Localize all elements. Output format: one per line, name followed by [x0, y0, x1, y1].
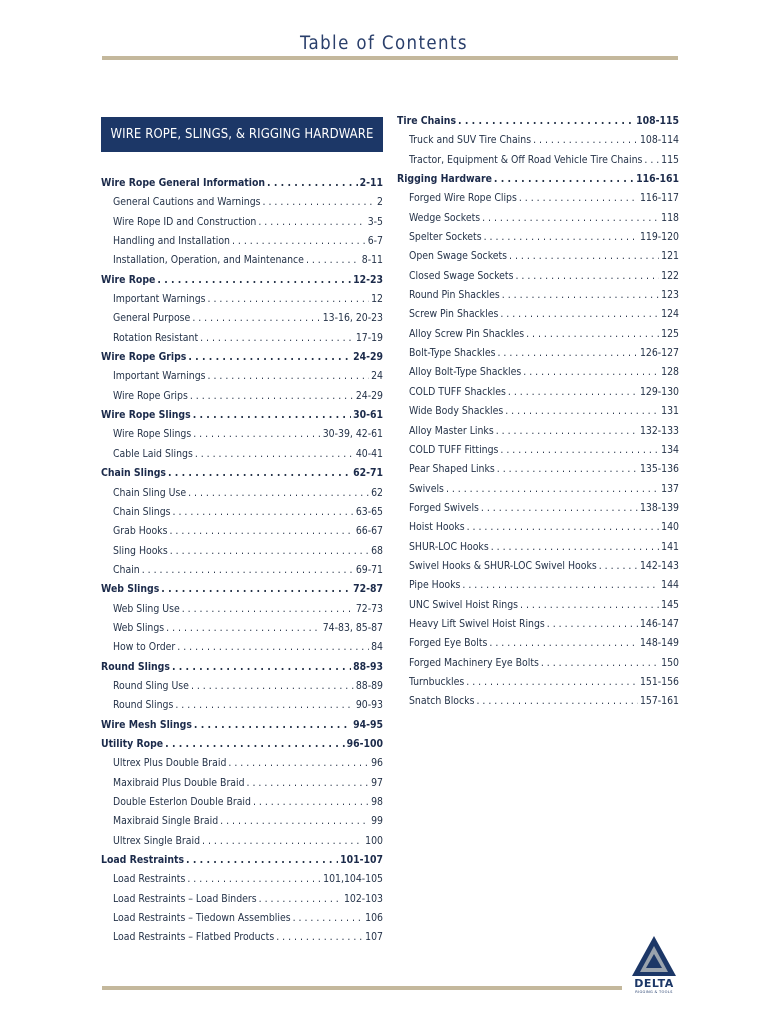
toc-entry-page: 62-71 — [353, 467, 383, 480]
toc-leader-dots — [191, 677, 354, 696]
toc-entry[interactable] — [101, 812, 383, 831]
toc-entry-page: 6-7 — [367, 235, 383, 248]
page-title: Table of Contents — [299, 33, 468, 54]
toc-entry[interactable] — [101, 309, 383, 328]
section-banner: WIRE ROPE, SLINGS, & RIGGING HARDWARE — [101, 117, 383, 152]
toc-entry-label: Alloy Master Links — [409, 424, 494, 437]
toc-column-left — [101, 174, 383, 948]
toc-entry-label: Web Sling Use — [113, 602, 180, 615]
toc-entry-page: 84 — [371, 641, 383, 654]
toc-entry-page: 100 — [365, 834, 383, 847]
toc-entry-label: Load Restraints — [113, 873, 186, 886]
delta-triangle-icon — [628, 934, 680, 978]
toc-entry-page: 63-65 — [355, 505, 383, 518]
toc-entry-label: Wide Body Shackles — [409, 405, 504, 418]
toc-column-right — [397, 112, 679, 712]
toc-leader-dots — [509, 247, 659, 266]
toc-entry-label: Forged Wire Rope Clips — [409, 192, 517, 205]
toc-entry[interactable] — [101, 600, 383, 619]
toc-entry-label: Wire Rope Slings — [113, 428, 192, 441]
toc-entry-page: 132-133 — [639, 424, 679, 437]
toc-leader-dots — [502, 286, 659, 305]
toc-entry-page: 134 — [661, 443, 679, 456]
toc-entry-page: 102-103 — [343, 892, 383, 905]
toc-entry-page: 108-115 — [636, 115, 679, 127]
toc-category[interactable] — [101, 348, 383, 367]
toc-leader-dots — [547, 615, 638, 634]
toc-entry[interactable] — [101, 503, 383, 522]
toc-entry-page: 144 — [661, 579, 679, 592]
toc-entry-label: Wire Rope Grips — [113, 389, 188, 402]
toc-entry[interactable] — [101, 445, 383, 464]
toc-entry[interactable] — [101, 909, 383, 928]
toc-entry-label: Wire Mesh Slings — [101, 718, 192, 731]
toc-entry[interactable] — [397, 673, 679, 692]
toc-leader-dots — [497, 344, 637, 363]
toc-entry[interactable] — [397, 596, 679, 615]
toc-entry[interactable] — [397, 557, 679, 576]
toc-entry[interactable] — [397, 267, 679, 286]
toc-entry-page: 30-61 — [353, 409, 383, 422]
toc-entry[interactable] — [397, 538, 679, 557]
toc-entry[interactable] — [101, 193, 383, 212]
toc-entry-page: 24-29 — [353, 351, 383, 364]
toc-entry[interactable] — [101, 329, 383, 348]
toc-entry-page: 140 — [661, 521, 679, 534]
toc-leader-dots — [497, 460, 638, 479]
toc-leader-dots — [267, 174, 358, 193]
toc-entry[interactable] — [397, 480, 679, 499]
toc-category[interactable] — [397, 112, 679, 131]
toc-leader-dots — [188, 348, 351, 367]
toc-entry[interactable] — [101, 561, 383, 580]
toc-leader-dots — [515, 267, 659, 286]
toc-leader-dots — [195, 445, 354, 464]
toc-entry[interactable] — [101, 213, 383, 232]
toc-entry-page: 126-127 — [639, 347, 679, 360]
toc-leader-dots — [466, 673, 638, 692]
toc-entry-label: Tire Chains — [397, 115, 457, 127]
toc-entry[interactable] — [101, 638, 383, 657]
toc-entry-label: Maxibraid Single Braid — [113, 815, 219, 828]
toc-entry-page: 94-95 — [353, 718, 383, 731]
toc-leader-dots — [599, 557, 638, 576]
toc-leader-dots — [182, 600, 354, 619]
toc-entry-page: 17-19 — [355, 331, 383, 344]
toc-entry-label: Wire Rope Grips — [101, 351, 187, 364]
toc-leader-dots — [253, 793, 369, 812]
toc-entry-page: 88-89 — [355, 679, 383, 692]
toc-leader-dots — [533, 131, 638, 150]
toc-entry-label: Chain Slings — [101, 467, 166, 480]
toc-category[interactable] — [101, 851, 383, 870]
toc-entry-page: 24 — [371, 370, 383, 383]
toc-leader-dots — [258, 213, 365, 232]
toc-entry[interactable] — [397, 518, 679, 537]
toc-entry[interactable] — [397, 247, 679, 266]
toc-entry-label: Wire Rope General Information — [101, 177, 266, 189]
toc-entry-label: Sling Hooks — [113, 544, 168, 557]
toc-entry[interactable] — [101, 793, 383, 812]
toc-entry[interactable] — [101, 677, 383, 696]
toc-entry-page: 108-114 — [639, 134, 679, 147]
toc-entry[interactable] — [397, 305, 679, 324]
toc-entry[interactable] — [397, 422, 679, 441]
toc-leader-dots — [476, 692, 637, 711]
toc-entry-label: Wire Rope ID and Construction — [113, 215, 257, 228]
toc-entry-label: SHUR-LOC Hooks — [409, 540, 489, 553]
toc-leader-dots — [193, 406, 351, 425]
toc-entry-page: 122 — [661, 269, 679, 282]
toc-leader-dots — [175, 696, 353, 715]
toc-leader-dots — [482, 209, 659, 228]
toc-leader-dots — [169, 522, 353, 541]
toc-entry-page: 124 — [661, 308, 679, 321]
toc-entry[interactable] — [101, 290, 383, 309]
toc-category[interactable] — [101, 658, 383, 677]
toc-leader-dots — [306, 251, 360, 270]
toc-category[interactable] — [101, 716, 383, 735]
toc-entry-label: Rotation Resistant — [113, 331, 199, 344]
toc-leader-dots — [186, 851, 338, 870]
toc-leader-dots — [481, 499, 638, 518]
toc-entry-page: 69-71 — [355, 563, 383, 576]
logo-wordmark: DELTA — [634, 977, 674, 990]
toc-entry-label: Handling and Installation — [113, 235, 230, 248]
toc-entry-label: Alloy Screw Pin Shackles — [409, 327, 525, 340]
toc-entry-page: 40-41 — [355, 447, 383, 460]
toc-entry[interactable] — [397, 189, 679, 208]
toc-entry-page: 2 — [377, 196, 383, 209]
toc-leader-dots — [247, 774, 370, 793]
toc-entry-page: 131 — [661, 405, 679, 418]
toc-entry[interactable] — [397, 634, 679, 653]
toc-leader-dots — [165, 735, 344, 754]
toc-entry-label: Round Slings — [101, 660, 170, 673]
toc-leader-dots — [173, 503, 354, 522]
toc-leader-dots — [467, 518, 660, 537]
toc-entry-page: 142-143 — [639, 559, 679, 572]
toc-leader-dots — [462, 576, 659, 595]
toc-entry-label: Screw Pin Shackles — [409, 308, 499, 321]
toc-entry-label: Utility Rope — [101, 737, 164, 750]
toc-entry-page: 96 — [371, 757, 383, 770]
toc-entry-page: 119-120 — [639, 231, 679, 244]
toc-entry-label: Wire Rope — [101, 273, 156, 286]
toc-leader-dots — [220, 812, 369, 831]
toc-entry-page: 116-117 — [639, 192, 679, 205]
toc-entry-page: 13-16, 20-23 — [322, 312, 383, 325]
toc-entry[interactable] — [397, 131, 679, 150]
toc-category[interactable] — [101, 406, 383, 425]
toc-leader-dots — [208, 367, 370, 386]
toc-entry-page: 150 — [661, 656, 679, 669]
toc-entry-label: Heavy Lift Swivel Hoist Rings — [409, 617, 545, 630]
toc-entry-label: Load Restraints – Tiedown Assemblies — [113, 912, 291, 925]
toc-entry-label: Grab Hooks — [113, 525, 168, 538]
toc-entry-page: 88-93 — [353, 660, 383, 673]
toc-entry-page: 90-93 — [355, 699, 383, 712]
logo-tagline: RIGGING & TOOLS — [635, 990, 673, 994]
toc-entry-label: Pipe Hooks — [409, 579, 461, 592]
toc-entry-label: Wedge Sockets — [409, 211, 481, 224]
toc-leader-dots — [500, 305, 659, 324]
toc-leader-dots — [194, 716, 351, 735]
toc-leader-dots — [157, 271, 351, 290]
toc-entry-page: 68 — [371, 544, 383, 557]
toc-entry-page: 101,104-105 — [323, 873, 383, 886]
toc-entry-label: Maxibraid Plus Double Braid — [113, 776, 245, 789]
toc-entry-label: Swivels — [409, 482, 444, 495]
toc-entry[interactable] — [101, 754, 383, 773]
toc-leader-dots — [193, 425, 321, 444]
toc-entry-label: Load Restraints – Flatbed Products — [113, 931, 275, 944]
toc-entry-page: 101-107 — [340, 854, 383, 867]
toc-entry-page: 141 — [661, 540, 679, 553]
toc-entry[interactable] — [101, 832, 383, 851]
toc-entry[interactable] — [101, 890, 383, 909]
toc-entry-label: Load Restraints — [101, 854, 185, 867]
toc-entry[interactable] — [101, 251, 383, 270]
toc-entry-label: COLD TUFF Fittings — [409, 443, 499, 456]
bottom-rule — [102, 986, 622, 990]
toc-entry-label: Chain Slings — [113, 505, 171, 518]
toc-leader-dots — [228, 754, 369, 773]
toc-entry[interactable] — [101, 619, 383, 638]
toc-entry-label: Pear Shaped Links — [409, 463, 495, 476]
toc-leader-dots — [484, 228, 638, 247]
toc-leader-dots — [192, 309, 320, 328]
toc-category[interactable] — [101, 271, 383, 290]
toc-leader-dots — [508, 383, 638, 402]
toc-entry-page: 121 — [661, 250, 679, 263]
toc-entry-page: 129-130 — [639, 385, 679, 398]
toc-entry-label: Load Restraints – Load Binders — [113, 892, 257, 905]
toc-entry-label: Wire Rope Slings — [101, 409, 191, 422]
toc-category[interactable] — [101, 735, 383, 754]
toc-entry-label: Important Warnings — [113, 293, 206, 306]
toc-entry-page: 138-139 — [639, 501, 679, 514]
toc-category[interactable] — [101, 174, 383, 193]
toc-entry-page: 125 — [661, 327, 679, 340]
toc-leader-dots — [187, 870, 321, 889]
toc-leader-dots — [541, 654, 659, 673]
toc-entry[interactable] — [101, 367, 383, 386]
toc-leader-dots — [505, 402, 659, 421]
toc-leader-dots — [142, 561, 354, 580]
toc-entry-label: COLD TUFF Shackles — [409, 385, 506, 398]
toc-entry[interactable] — [397, 344, 679, 363]
toc-entry-page: 96-100 — [346, 737, 383, 750]
toc-entry-page: 157-161 — [639, 695, 679, 708]
toc-entry[interactable] — [397, 151, 679, 170]
toc-entry-page: 72-73 — [355, 602, 383, 615]
toc-entry[interactable] — [397, 460, 679, 479]
toc-entry-page: 12-23 — [353, 273, 383, 286]
toc-entry[interactable] — [397, 441, 679, 460]
toc-entry-label: Web Slings — [101, 583, 160, 596]
toc-entry[interactable] — [101, 387, 383, 406]
toc-leader-dots — [491, 538, 659, 557]
toc-entry[interactable] — [397, 402, 679, 421]
toc-entry-label: General Cautions and Warnings — [113, 196, 261, 209]
toc-leader-dots — [202, 832, 363, 851]
toc-entry-label: Round Slings — [113, 699, 174, 712]
toc-entry-label: Turnbuckles — [409, 675, 465, 688]
toc-entry[interactable] — [397, 325, 679, 344]
toc-entry-label: Spelter Sockets — [409, 231, 482, 244]
toc-category[interactable] — [101, 464, 383, 483]
toc-entry-label: Forged Eye Bolts — [409, 637, 488, 650]
toc-entry-page: 123 — [661, 289, 679, 302]
toc-leader-dots — [172, 658, 351, 677]
toc-leader-dots — [500, 441, 659, 460]
toc-entry-label: Chain Sling Use — [113, 486, 187, 499]
toc-entry-page: 98 — [371, 796, 383, 808]
delta-logo — [628, 934, 680, 996]
toc-leader-dots — [519, 189, 638, 208]
toc-entry-page: 30-39, 42-61 — [322, 428, 383, 441]
toc-leader-dots — [190, 387, 354, 406]
toc-entry-page: 62 — [371, 486, 383, 499]
toc-leader-dots — [523, 363, 659, 382]
toc-entry-page: 118 — [661, 211, 679, 224]
toc-entry-label: Cable Laid Slings — [113, 447, 193, 460]
toc-entry-page: 2-11 — [359, 177, 383, 189]
toc-leader-dots — [520, 596, 659, 615]
toc-leader-dots — [293, 909, 364, 928]
toc-entry-label: Bolt-Type Shackles — [409, 347, 496, 360]
toc-entry-label: Snatch Blocks — [409, 695, 475, 708]
toc-leader-dots — [446, 480, 659, 499]
toc-entry-page: 135-136 — [639, 463, 679, 476]
toc-entry[interactable] — [101, 542, 383, 561]
toc-entry[interactable] — [101, 774, 383, 793]
toc-entry-label: UNC Swivel Hoist Rings — [409, 598, 519, 611]
toc-leader-dots — [200, 329, 354, 348]
toc-entry-label: Closed Swage Sockets — [409, 269, 514, 282]
toc-entry-label: Truck and SUV Tire Chains — [409, 134, 532, 147]
toc-entry-page: 128 — [661, 366, 679, 379]
toc-entry-label: How to Order — [113, 641, 176, 654]
toc-entry[interactable] — [397, 499, 679, 518]
toc-entry[interactable] — [101, 232, 383, 251]
toc-entry-label: Web Slings — [113, 621, 165, 634]
toc-entry[interactable] — [397, 576, 679, 595]
toc-leader-dots — [166, 619, 321, 638]
toc-entry-page: 115 — [661, 153, 679, 166]
toc-entry[interactable] — [101, 870, 383, 889]
toc-entry-page: 107 — [365, 931, 383, 944]
toc-entry-page: 24-29 — [355, 389, 383, 402]
toc-entry-label: Chain — [113, 563, 140, 576]
toc-entry-page: 146-147 — [639, 617, 679, 630]
toc-leader-dots — [644, 151, 659, 170]
toc-leader-dots — [458, 112, 634, 131]
toc-leader-dots — [170, 542, 369, 561]
toc-leader-dots — [168, 464, 351, 483]
toc-entry-label: General Purpose — [113, 312, 191, 325]
toc-entry[interactable] — [397, 692, 679, 711]
toc-leader-dots — [188, 484, 369, 503]
toc-entry-label: Ultrex Plus Double Braid — [113, 757, 227, 770]
toc-entry-label: Forged Machinery Eye Bolts — [409, 656, 539, 669]
toc-entry-page: 148-149 — [639, 637, 679, 650]
toc-entry[interactable] — [397, 615, 679, 634]
toc-entry-label: Rigging Hardware — [397, 173, 492, 186]
toc-entry-page: 97 — [371, 776, 383, 789]
toc-entry-page: 3-5 — [367, 215, 383, 228]
toc-entry-page: 74-83, 85-87 — [322, 621, 383, 634]
toc-entry-page: 99 — [371, 815, 383, 828]
toc-entry[interactable] — [397, 228, 679, 247]
toc-entry[interactable] — [101, 928, 383, 947]
toc-entry-page: 116-161 — [636, 173, 679, 186]
toc-category[interactable] — [397, 170, 679, 189]
toc-entry-page: 106 — [365, 912, 383, 925]
toc-entry-page: 145 — [661, 598, 679, 611]
toc-entry-label: Installation, Operation, and Maintenance — [113, 254, 304, 267]
toc-leader-dots — [496, 422, 638, 441]
toc-leader-dots — [263, 193, 376, 212]
toc-entry-label: Hoist Hooks — [409, 521, 465, 534]
toc-leader-dots — [177, 638, 369, 657]
toc-entry-label: Ultrex Single Braid — [113, 834, 201, 847]
toc-leader-dots — [276, 928, 363, 947]
toc-entry-page: 8-11 — [361, 254, 383, 267]
toc-entry-page: 151-156 — [639, 675, 679, 688]
top-rule — [102, 56, 678, 60]
toc-entry[interactable] — [397, 383, 679, 402]
toc-entry-page: 66-67 — [355, 525, 383, 538]
toc-entry[interactable] — [397, 363, 679, 382]
toc-entry[interactable] — [397, 209, 679, 228]
toc-entry-label: Open Swage Sockets — [409, 250, 508, 263]
toc-leader-dots — [208, 290, 370, 309]
toc-leader-dots — [526, 325, 659, 344]
toc-leader-dots — [232, 232, 366, 251]
toc-leader-dots — [161, 580, 351, 599]
toc-entry-label: Important Warnings — [113, 370, 206, 383]
toc-entry[interactable] — [101, 425, 383, 444]
toc-entry[interactable] — [101, 484, 383, 503]
toc-entry-label: Double Esterlon Double Braid — [113, 796, 251, 808]
toc-leader-dots — [259, 890, 342, 909]
toc-leader-dots — [494, 170, 634, 189]
toc-entry-label: Round Sling Use — [113, 679, 189, 692]
toc-entry[interactable] — [397, 286, 679, 305]
toc-category[interactable] — [101, 580, 383, 599]
toc-entry[interactable] — [101, 522, 383, 541]
toc-entry-page: 72-87 — [353, 583, 383, 596]
toc-entry-label: Forged Swivels — [409, 501, 479, 514]
toc-leader-dots — [489, 634, 638, 653]
toc-entry[interactable] — [397, 654, 679, 673]
toc-entry[interactable] — [101, 696, 383, 715]
toc-entry-page: 12 — [371, 293, 383, 306]
toc-entry-label: Swivel Hooks & SHUR-LOC Swivel Hooks — [409, 559, 597, 572]
toc-entry-page: 137 — [661, 482, 679, 495]
toc-entry-label: Tractor, Equipment & Off Road Vehicle Tire Chains — [409, 153, 643, 166]
toc-entry-label: Round Pin Shackles — [409, 289, 500, 302]
toc-entry-label: Alloy Bolt-Type Shackles — [409, 366, 522, 379]
